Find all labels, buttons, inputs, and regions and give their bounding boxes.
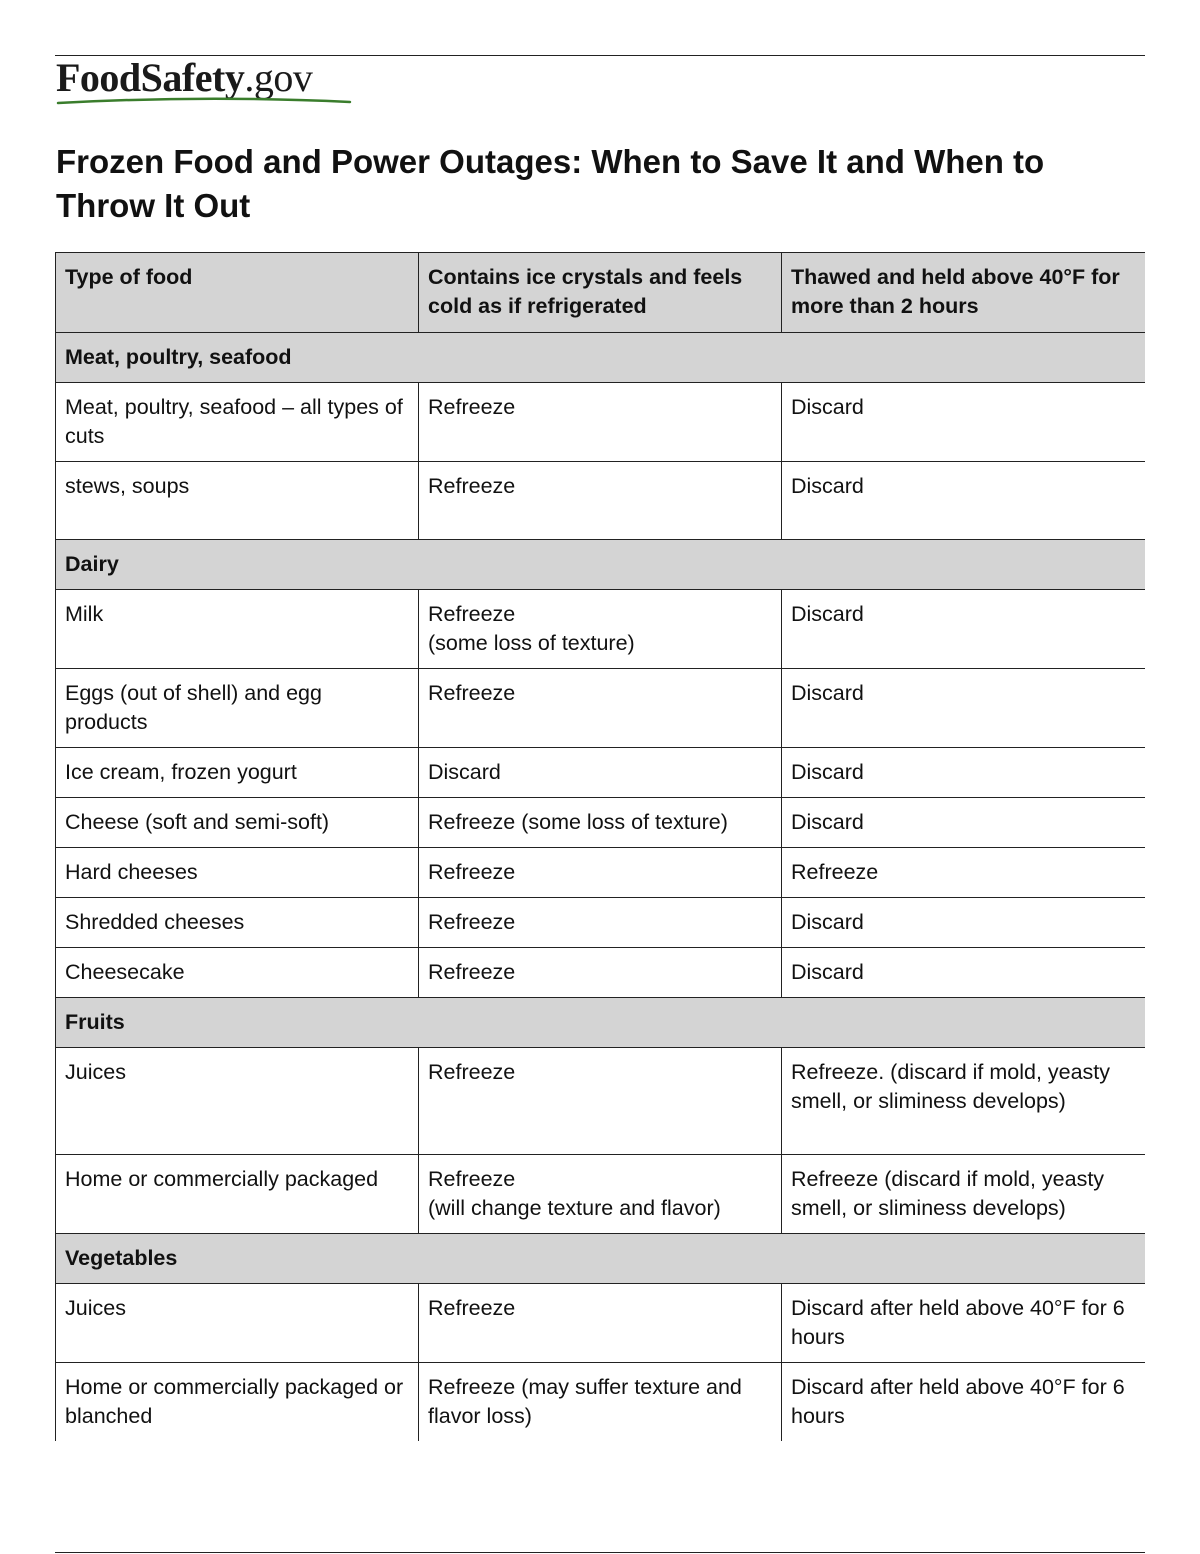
thawed-cell: Discard	[782, 798, 1146, 848]
section-row-fruits	[56, 998, 1146, 1048]
header-ice-crystals: Contains ice crystals and feels cold as if refrigerated	[419, 253, 782, 333]
ice-crystals-cell: Refreeze	[419, 462, 782, 540]
table-row	[56, 1155, 1146, 1234]
food-type-cell: Meat, poultry, seafood – all types of cuts	[56, 383, 419, 462]
section-title: Dairy	[56, 540, 1146, 590]
food-type-cell: Cheese (soft and semi-soft)	[56, 798, 419, 848]
ice-crystals-cell: Refreeze (some loss of texture)	[419, 798, 782, 848]
logo-swoosh-icon	[56, 96, 352, 106]
header-type-of-food: Type of food	[56, 253, 419, 333]
header-thawed: Thawed and held above 40°F for more than 2 hours	[782, 253, 1146, 333]
table-row	[56, 669, 1146, 748]
table-row	[56, 1284, 1146, 1363]
ice-crystals-cell	[419, 590, 782, 669]
food-type-cell: Ice cream, frozen yogurt	[56, 748, 419, 798]
thawed-cell: Discard	[782, 898, 1146, 948]
food-type-cell: Home or commercially packaged	[56, 1155, 419, 1234]
table-row	[56, 590, 1146, 669]
food-type-cell: stews, soups	[56, 462, 419, 540]
table-row	[56, 462, 1146, 540]
cell-line: (will change texture and flavor)	[428, 1196, 721, 1220]
table-row	[56, 1048, 1146, 1155]
cell-line: Refreeze	[428, 1167, 516, 1191]
ice-crystals-cell: Refreeze	[419, 898, 782, 948]
section-row-meat	[56, 333, 1146, 383]
table-row	[56, 748, 1146, 798]
thawed-cell: Discard after held above 40°F for 6 hours	[782, 1284, 1146, 1363]
food-type-cell: Juices	[56, 1284, 419, 1363]
ice-crystals-cell: Refreeze (may suffer texture and flavor loss)	[419, 1363, 782, 1442]
section-row-dairy	[56, 540, 1146, 590]
table-row	[56, 1363, 1146, 1442]
thawed-cell: Discard after held above 40°F for 6 hours	[782, 1363, 1146, 1442]
food-type-cell: Home or commercially packaged or blanched	[56, 1363, 419, 1442]
food-table-container	[55, 252, 1145, 1441]
section-title: Fruits	[56, 998, 1146, 1048]
thawed-cell: Discard	[782, 590, 1146, 669]
cell-line: Refreeze	[428, 602, 516, 626]
table-row	[56, 898, 1146, 948]
table-row	[56, 948, 1146, 998]
section-title: Meat, poultry, seafood	[56, 333, 1146, 383]
thawed-cell: Discard	[782, 948, 1146, 998]
ice-crystals-cell: Refreeze	[419, 848, 782, 898]
frozen-food-table	[55, 252, 1145, 1441]
table-row	[56, 848, 1146, 898]
foodsafety-logo[interactable]	[56, 56, 312, 106]
table-row	[56, 798, 1146, 848]
table-row	[56, 383, 1146, 462]
thawed-cell: Discard	[782, 669, 1146, 748]
section-title: Vegetables	[56, 1234, 1146, 1284]
ice-crystals-cell: Refreeze	[419, 669, 782, 748]
logo-brand-text: FoodSafety	[56, 55, 245, 100]
food-type-cell: Hard cheeses	[56, 848, 419, 898]
thawed-cell: Refreeze. (discard if mold, yeasty smell, or sliminess develops)	[782, 1048, 1146, 1155]
food-type-cell: Milk	[56, 590, 419, 669]
cell-line: (some loss of texture)	[428, 631, 635, 655]
food-type-cell: Cheesecake	[56, 948, 419, 998]
thawed-cell: Discard	[782, 748, 1146, 798]
ice-crystals-cell: Refreeze	[419, 1048, 782, 1155]
thawed-cell: Refreeze	[782, 848, 1146, 898]
section-row-vegetables	[56, 1234, 1146, 1284]
food-type-cell: Juices	[56, 1048, 419, 1155]
thawed-cell: Discard	[782, 383, 1146, 462]
table-header-row	[56, 253, 1146, 333]
ice-crystals-cell	[419, 1155, 782, 1234]
ice-crystals-cell: Refreeze	[419, 1284, 782, 1363]
ice-crystals-cell: Discard	[419, 748, 782, 798]
thawed-cell: Refreeze (discard if mold, yeasty smell, or sliminess develops)	[782, 1155, 1146, 1234]
thawed-cell: Discard	[782, 462, 1146, 540]
ice-crystals-cell: Refreeze	[419, 383, 782, 462]
ice-crystals-cell: Refreeze	[419, 948, 782, 998]
page-title: Frozen Food and Power Outages: When to Save It and When to Throw It Out	[56, 143, 1045, 224]
food-type-cell: Shredded cheeses	[56, 898, 419, 948]
food-type-cell: Eggs (out of shell) and egg products	[56, 669, 419, 748]
bottom-rule	[55, 1552, 1145, 1553]
logo-tld-text: .gov	[244, 55, 313, 100]
